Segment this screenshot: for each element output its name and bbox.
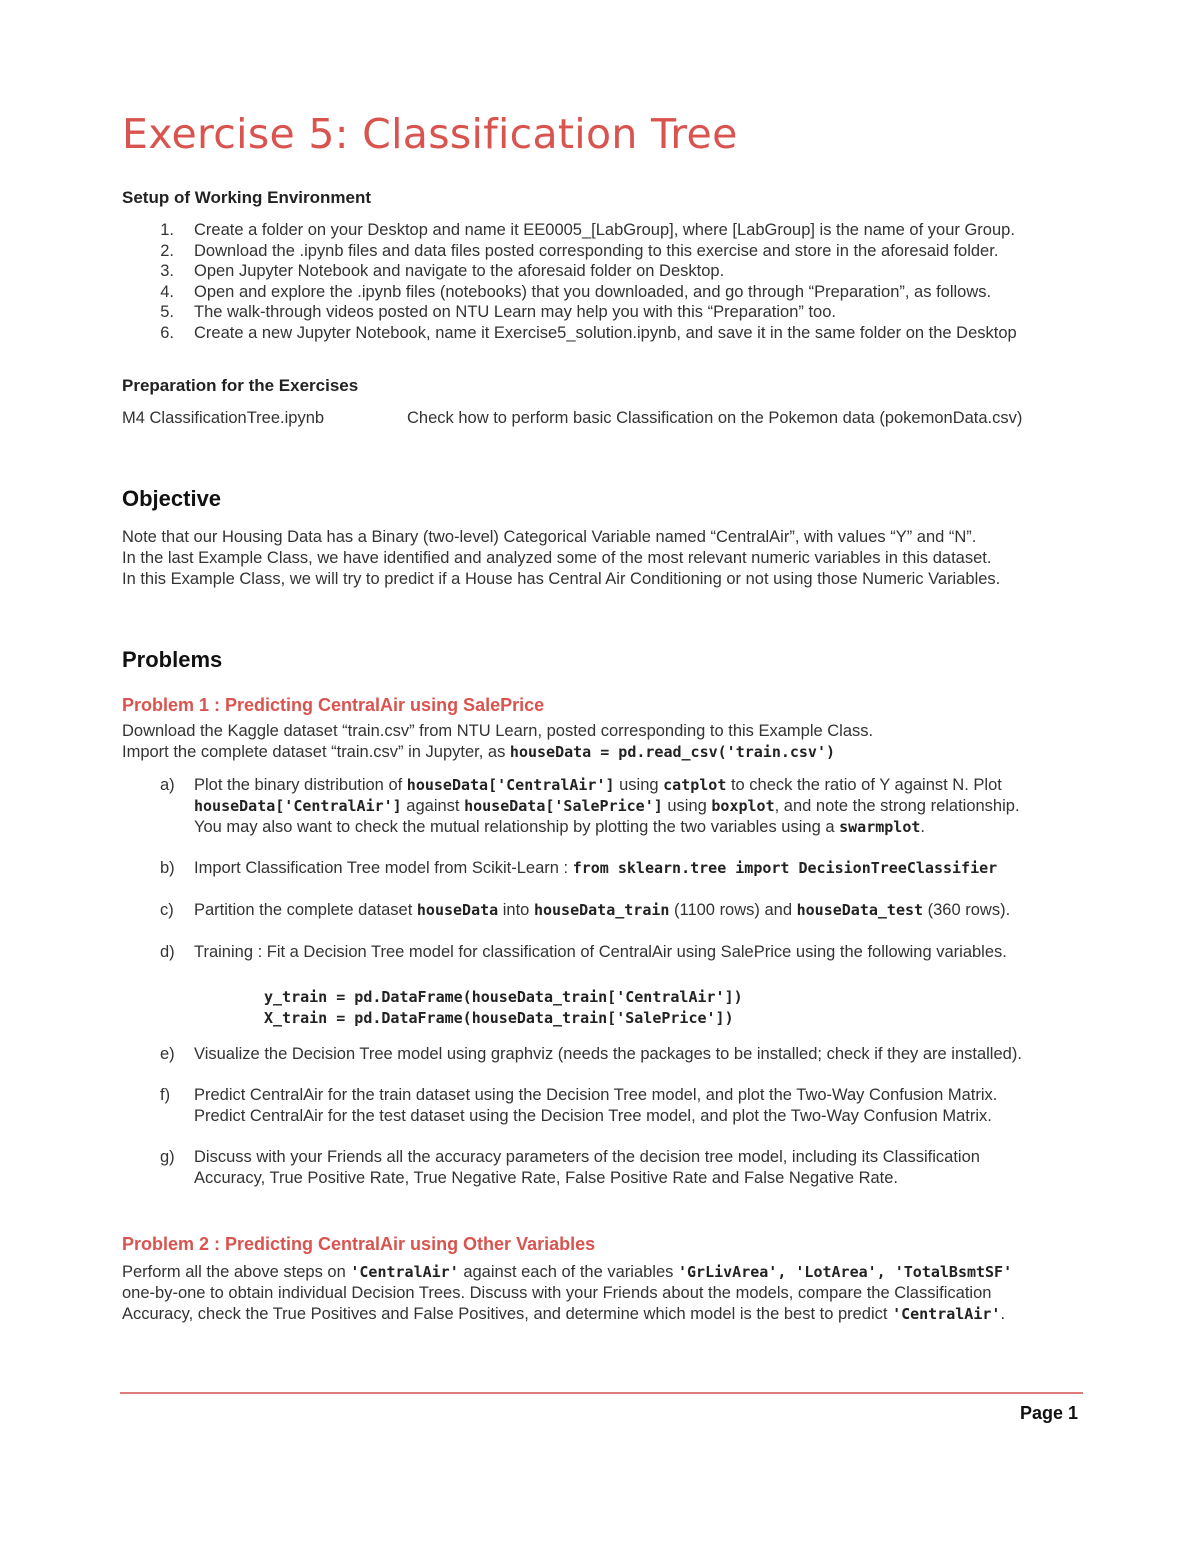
item-f-line: Predict CentralAir for the test dataset using the Decision Tree model, and plot the Two-Way Confusion Matrix. xyxy=(194,1107,992,1125)
list-item xyxy=(122,261,1082,282)
preparation-heading: Preparation for the Exercises xyxy=(122,376,359,395)
item-g-line: Accuracy, True Positive Rate, True Negative Rate, False Positive Rate and False Negative Rate. xyxy=(194,1169,899,1187)
list-number: 1. xyxy=(160,221,174,239)
problem-1-intro: Download the Kaggle dataset “train.csv” from NTU Learn, posted corresponding to this Example Class. xyxy=(122,722,874,740)
item-f-line: Predict CentralAir for the train dataset using the Decision Tree model, and plot the Two-Way Confusion Matrix. xyxy=(194,1086,998,1104)
objective-heading: Objective xyxy=(122,486,222,511)
item-a-line: houseData['CentralAir'] against houseData['SalePrice'] using boxplot, and note the strong relationship. xyxy=(194,797,1020,815)
setup-steps-list xyxy=(122,220,1082,344)
list-item xyxy=(122,323,1082,344)
item-label: g) xyxy=(160,1148,175,1166)
problem-2-line: Accuracy, check the True Positives and False Positives, and determine which model is the best to predict 'CentralAir'. xyxy=(122,1305,1006,1323)
list-item-text: The walk-through videos posted on NTU Learn may help you with this “Preparation” too. xyxy=(194,303,836,322)
item-label: d) xyxy=(160,943,175,961)
problem-2-line: one-by-one to obtain individual Decision Trees. Discuss with your Friends about the models, compare the Classification xyxy=(122,1284,992,1302)
item-g-line: Discuss with your Friends all the accuracy parameters of the decision tree model, including its Classification xyxy=(194,1148,980,1166)
objective-line: Note that our Housing Data has a Binary (two-level) Categorical Variable named “CentralAir”, with values “Y” and “N”. xyxy=(122,528,977,546)
problem-2-line: Perform all the above steps on 'CentralAir' against each of the variables 'GrLivArea', 'LotArea', 'TotalBsmtSF' xyxy=(122,1263,1013,1281)
import-code: houseData = pd.read_csv('train.csv') xyxy=(509,743,836,761)
item-a-line: Plot the binary distribution of houseData['CentralAir'] using catplot to check the ratio of Y against N. Plot xyxy=(194,776,1002,794)
page-title: Exercise 5: Classification Tree xyxy=(122,110,738,158)
list-item xyxy=(122,241,1082,262)
list-item-text: Create a folder on your Desktop and name it EE0005_[LabGroup], where [LabGroup] is the name of your Group. xyxy=(194,221,1015,239)
item-c-line: Partition the complete dataset houseData into houseData_train (1100 rows) and houseData_test (360 rows). xyxy=(194,901,1011,919)
list-item-text: Open Jupyter Notebook and navigate to the aforesaid folder on Desktop. xyxy=(194,262,725,281)
list-item-text: Open and explore the .ipynb files (notebooks) that you downloaded, and go through “Preparation”, as follows. xyxy=(194,282,992,301)
item-d-line: Training : Fit a Decision Tree model for classification of CentralAir using SalePrice using the following variables. xyxy=(194,943,1007,961)
list-number: 4. xyxy=(160,282,174,301)
code-block-line: X_train = pd.DataFrame(houseData_train['SalePrice']) xyxy=(264,1009,734,1027)
footer-divider xyxy=(120,1392,1083,1394)
list-number: 3. xyxy=(160,262,174,281)
objective-line: In this Example Class, we will try to predict if a House has Central Air Conditioning or not using those Numeric Variables. xyxy=(122,570,1001,588)
list-number: 6. xyxy=(160,323,174,342)
setup-heading: Setup of Working Environment xyxy=(122,188,372,207)
item-label: f) xyxy=(160,1086,171,1104)
list-item xyxy=(122,302,1082,323)
preparation-description: Check how to perform basic Classification on the Pokemon data (pokemonData.csv) xyxy=(407,409,1023,427)
list-item-text: Download the .ipynb files and data files posted corresponding to this exercise and store in the aforesaid folder. xyxy=(194,241,999,260)
item-e-line: Visualize the Decision Tree model using graphviz (needs the packages to be installed; check if they are installed). xyxy=(194,1045,1022,1063)
item-label: b) xyxy=(160,859,175,877)
preparation-file: M4 ClassificationTree.ipynb xyxy=(122,409,325,427)
list-number: 5. xyxy=(160,303,174,322)
list-item xyxy=(122,220,1082,241)
problem-1-import xyxy=(122,742,835,763)
objective-line: In the last Example Class, we have identified and analyzed some of the most relevant numeric variables in this dataset. xyxy=(122,549,992,567)
import-text: Import the complete dataset “train.csv” in Jupyter, as xyxy=(122,743,510,761)
list-number: 2. xyxy=(160,241,174,260)
code-block-line: y_train = pd.DataFrame(houseData_train['CentralAir']) xyxy=(264,988,743,1006)
list-item-text: Create a new Jupyter Notebook, name it Exercise5_solution.ipynb, and save it in the same folder on the Desktop xyxy=(194,323,1017,342)
problems-heading: Problems xyxy=(122,647,223,672)
item-a-line: You may also want to check the mutual relationship by plotting the two variables using a swarmplot. xyxy=(194,818,925,836)
item-label: c) xyxy=(160,901,174,919)
item-label: a) xyxy=(160,776,175,794)
page-number: Page 1 xyxy=(1019,1403,1078,1423)
problem-2-heading: Problem 2 : Predicting CentralAir using Other Variables xyxy=(122,1234,596,1254)
item-label: e) xyxy=(160,1045,175,1063)
problem-1-heading: Problem 1 : Predicting CentralAir using SalePrice xyxy=(122,695,545,715)
list-item xyxy=(122,282,1082,303)
item-b-line: Import Classification Tree model from Scikit-Learn : from sklearn.tree import DecisionTreeClassifier xyxy=(194,859,998,877)
